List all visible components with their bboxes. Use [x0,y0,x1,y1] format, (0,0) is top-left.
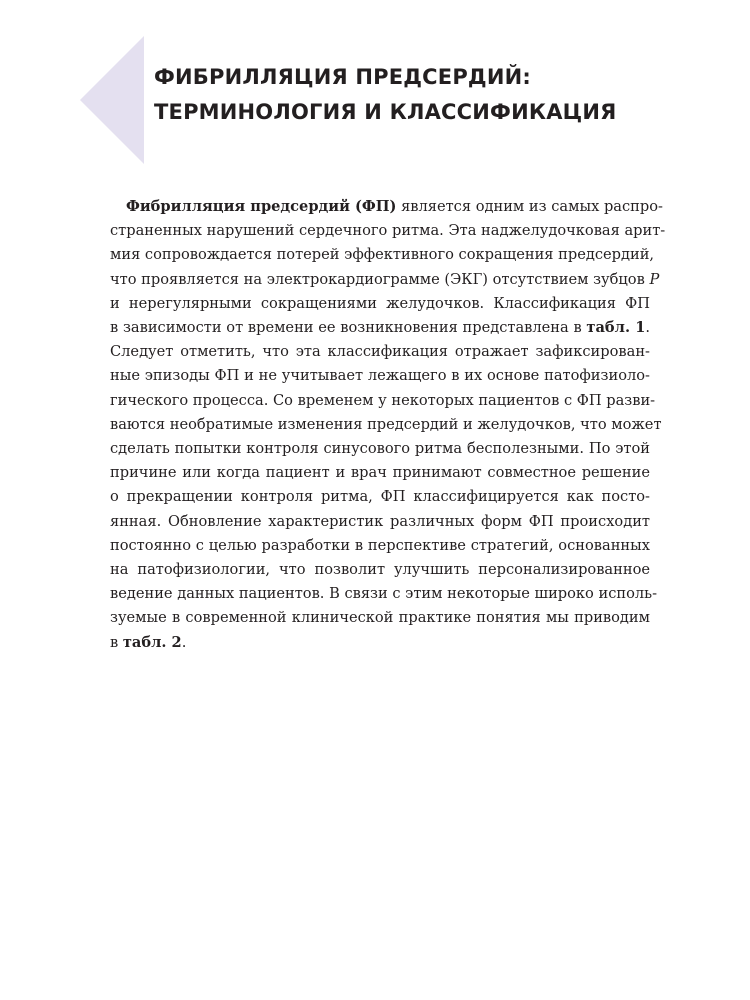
text-line: ваются необратимые изменения предсердий и желудочков, что может [110,415,662,433]
text-line: янная. Обновление характеристик различных форм ФП происходит [110,512,650,530]
text-line: и нерегулярными сокращениями желудочков. Классификация ФП [110,294,650,312]
table-2-reference: табл. 2 [122,633,182,651]
body-paragraph [110,195,666,655]
text-line: Следует отметить, что эта классификация отражает зафиксирован- [110,343,650,361]
chevron-decoration-icon [80,36,144,164]
text-line: гического процесса. Со временем у некоторых пациентов с ФП разви- [110,391,656,409]
text-line: что проявляется на электрокардиограмме (ЭКГ) отсутствием зубцов P [110,270,660,288]
chapter-title-line-1: ФИБРИЛЛЯЦИЯ ПРЕДСЕРДИЙ: [154,65,531,89]
text-line: мия сопровождается потерей эффективного сокращения предсердий, [110,246,655,264]
text-line: ведение данных пациентов. В связи с этим некоторые широко исполь- [110,585,658,603]
text-line: постоянно с целью разработки в перспективе стратегий, основанных [110,536,650,554]
table-1-reference: табл. 1 [586,319,646,337]
text-line: сделать попытки контроля синусового ритма бесполезными. По этой [110,440,650,458]
chapter-title-line-2: ТЕРМИНОЛОГИЯ И КЛАССИФИКАЦИЯ [154,100,617,124]
p-wave-italic: P [649,270,660,288]
text-line: в табл. 2. [110,633,187,651]
chapter-title [154,60,616,130]
text-line: о прекращении контроля ритма, ФП классифицируется как посто- [110,488,650,506]
text-line: страненных нарушений сердечного ритма. Эта наджелудочковая арит- [110,222,666,240]
text-line: причине или когда пациент и врач принимают совместное решение [110,464,650,482]
text-line: в зависимости от времени ее возникновения представлена в табл. 1. [110,319,650,337]
text-line: Фибрилляция предсердий (ФП) является одним из самых распро- [126,198,663,215]
text-line: ные эпизоды ФП и не учитывает лежащего в их основе патофизиоло- [110,367,650,385]
text-line: на патофизиологии, что позволит улучшить персонализированное [110,561,650,579]
text-line: зуемые в современной клинической практике понятия мы приводим [110,609,650,627]
term-bold: Фибрилляция предсердий (ФП) [126,198,397,215]
